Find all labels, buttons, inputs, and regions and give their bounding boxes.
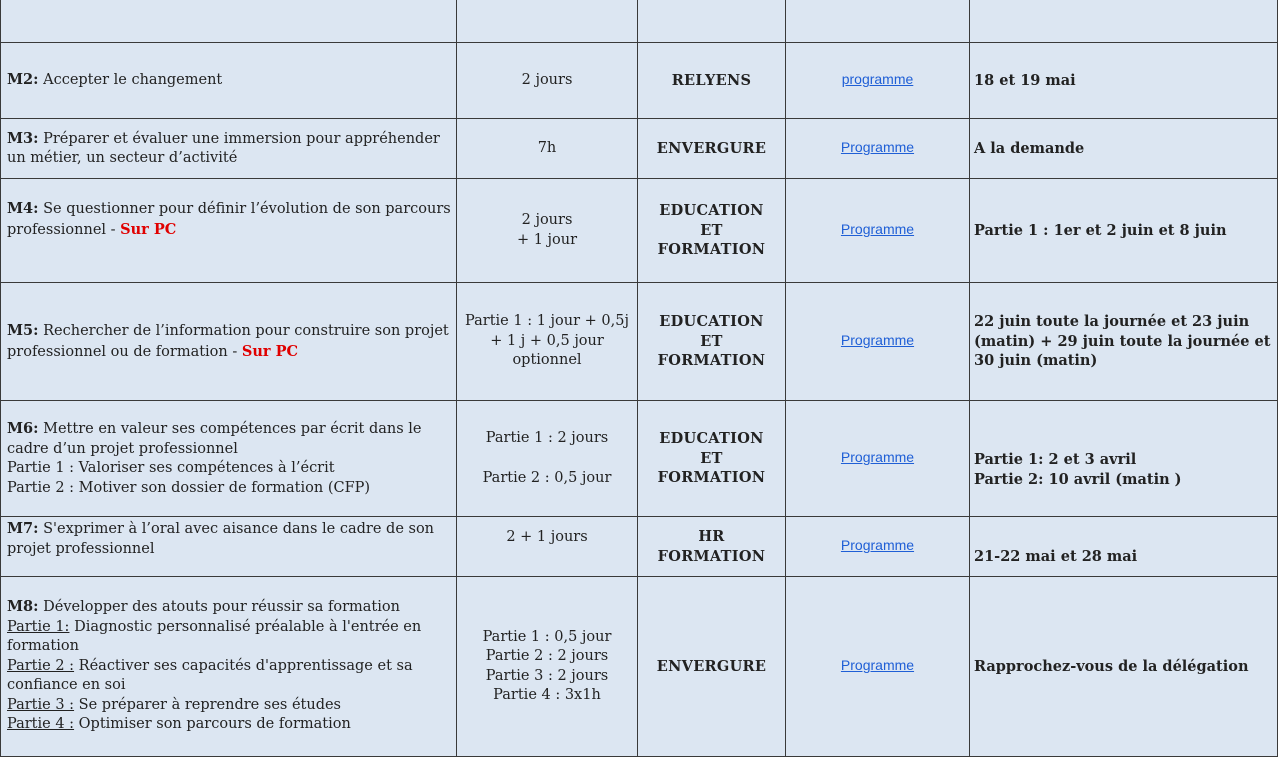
programme-cell	[786, 401, 970, 517]
organisme-cell	[638, 401, 786, 517]
programme-link[interactable]: Programme	[840, 537, 915, 554]
module-title: Développer des atouts pour réussir sa formation	[43, 599, 400, 615]
duration-cell	[457, 0, 638, 43]
module-cell	[1, 179, 457, 283]
table-row	[1, 283, 1278, 401]
part-label: Partie 2 :	[7, 657, 75, 674]
organisme-cell	[638, 577, 786, 757]
module-code: M7:	[7, 520, 39, 537]
duration-line: + 1 j + 0,5 jour	[490, 332, 604, 349]
dates-text: Partie 1 : 1er et 2 juin et 8 juin	[974, 221, 1227, 239]
dates-cell	[970, 517, 1278, 577]
programme-cell	[786, 0, 970, 43]
duration-cell	[457, 577, 638, 757]
organisme-cell	[638, 0, 786, 43]
duration-line: Partie 1 : 1 jour + 0,5j	[465, 313, 629, 330]
table-row	[1, 401, 1278, 517]
organisme-text: ENVERGURE	[656, 139, 767, 157]
module-cell	[1, 43, 457, 119]
dates-line: Partie 2: 10 avril (matin )	[974, 470, 1182, 488]
table-row	[1, 517, 1278, 577]
organisme-cell	[638, 43, 786, 119]
dates-cell	[970, 283, 1278, 401]
dates-cell	[970, 0, 1278, 43]
programme-link[interactable]: Programme	[840, 449, 915, 466]
duration-cell	[457, 119, 638, 179]
duration-text: 2 + 1 jours	[506, 529, 588, 545]
duration-line: 2 jours	[521, 212, 573, 228]
part-line: Partie 2 : Motiver son dossier de formation (CFP)	[7, 479, 371, 496]
duration-line: Partie 4 : 3x1h	[493, 687, 601, 703]
duration-line: optionnel	[512, 352, 582, 369]
part-label: Partie 3 :	[7, 696, 75, 713]
module-code: M5:	[7, 322, 39, 339]
programme-link[interactable]: Programme	[840, 221, 915, 238]
part-label: Partie 4 :	[7, 716, 75, 732]
dates-text: Rapprochez-vous de la délégation	[974, 657, 1249, 675]
module-code: M8:	[7, 598, 39, 615]
organisme-line: ET	[700, 332, 723, 350]
organisme-line: FORMATION	[657, 241, 766, 259]
module-title: Se questionner pour définir l’évolution de son parcours professionnel -	[7, 201, 451, 238]
part-label: Partie 1:	[7, 618, 70, 635]
duration-line: Partie 2 : 2 jours	[485, 648, 609, 664]
duration-cell	[457, 43, 638, 119]
module-code: M3:	[7, 129, 39, 147]
organisme-cell	[638, 283, 786, 401]
table-row	[1, 0, 1278, 43]
dates-cell	[970, 43, 1278, 119]
duration-cell	[457, 179, 638, 283]
programme-link[interactable]: programme	[841, 71, 914, 88]
table-row	[1, 577, 1278, 757]
module-cell	[1, 577, 457, 757]
dates-cell	[970, 401, 1278, 517]
part-line: Partie 1 : Valoriser ses compétences à l’écrit	[7, 460, 335, 476]
duration-line: Partie 1 : 0,5 jour	[482, 628, 612, 645]
dates-cell	[970, 179, 1278, 283]
programme-link[interactable]: Programme	[840, 332, 915, 349]
programme-link[interactable]: Programme	[840, 657, 915, 674]
organisme-line: ET	[700, 221, 723, 239]
programme-cell	[786, 577, 970, 757]
part-text: Réactiver ses capacités d'apprentissage et sa confiance en soi	[7, 657, 413, 693]
dates-line: Partie 1: 2 et 3 avril	[974, 451, 1137, 468]
duration-cell	[457, 517, 638, 577]
dates-text: 21-22 mai et 28 mai	[974, 548, 1138, 565]
organisme-text: RELYENS	[671, 71, 752, 89]
organisme-line: FORMATION	[657, 547, 766, 565]
module-cell	[1, 283, 457, 401]
module-title: Mettre en valeur ses compétences par écrit dans le cadre d’un projet professionnel	[7, 421, 422, 457]
dates-cell	[970, 119, 1278, 179]
duration-line: Partie 1 : 2 jours	[485, 430, 609, 446]
programme-cell	[786, 179, 970, 283]
dates-text: 18 et 19 mai	[974, 71, 1076, 89]
organisme-line: EDUCATION	[659, 313, 764, 331]
module-code: M6:	[7, 420, 39, 437]
duration-text: 2 jours	[521, 71, 573, 88]
programme-link[interactable]: Programme	[840, 139, 915, 156]
duration-text: 7h	[537, 139, 557, 156]
duration-cell	[457, 283, 638, 401]
part-text: Diagnostic personnalisé préalable à l'entrée en formation	[7, 618, 422, 654]
organisme-line: EDUCATION	[659, 430, 764, 448]
duration-line: + 1 jour	[516, 231, 578, 248]
module-cell	[1, 119, 457, 179]
table-row	[1, 119, 1278, 179]
table-row	[1, 43, 1278, 119]
dates-text: 22 juin toute la journée et 23 juin (matin) + 29 juin toute la journée et 30 juin (matin)	[974, 313, 1271, 370]
programme-cell	[786, 283, 970, 401]
module-title: Préparer et évaluer une immersion pour appréhender un métier, un secteur d’activité	[7, 130, 440, 166]
dates-cell	[970, 577, 1278, 757]
organisme-line: EDUCATION	[659, 202, 764, 220]
organisme-cell	[638, 119, 786, 179]
organisme-cell	[638, 517, 786, 577]
module-cell	[1, 0, 457, 43]
sur-pc-tag: Sur PC	[241, 342, 299, 360]
organisme-text: ENVERGURE	[656, 657, 767, 675]
module-cell	[1, 401, 457, 517]
programme-cell	[786, 517, 970, 577]
module-title: S'exprimer à l’oral avec aisance dans le cadre de son projet professionnel	[7, 521, 435, 557]
organisme-cell	[638, 179, 786, 283]
module-code: M2:	[7, 71, 39, 89]
organisme-line: FORMATION	[657, 469, 766, 487]
programme-cell	[786, 43, 970, 119]
module-title: Rechercher de l’information pour construire son projet professionnel ou de formation -	[7, 323, 449, 360]
module-title: Accepter le changement	[43, 72, 223, 89]
organisme-line: FORMATION	[657, 352, 766, 370]
duration-line: Partie 2 : 0,5 jour	[482, 469, 612, 486]
duration-cell	[457, 401, 638, 517]
organisme-line: HR	[698, 528, 725, 545]
dates-text: A la demande	[974, 139, 1085, 157]
module-code: M4:	[7, 200, 39, 217]
duration-line: Partie 3 : 2 jours	[485, 667, 609, 684]
table-row	[1, 179, 1278, 283]
part-text: Se préparer à reprendre ses études	[78, 696, 341, 713]
organisme-line: ET	[700, 449, 723, 467]
part-text: Optimiser son parcours de formation	[78, 716, 351, 732]
programme-cell	[786, 119, 970, 179]
module-cell	[1, 517, 457, 577]
sur-pc-tag: Sur PC	[120, 220, 177, 238]
